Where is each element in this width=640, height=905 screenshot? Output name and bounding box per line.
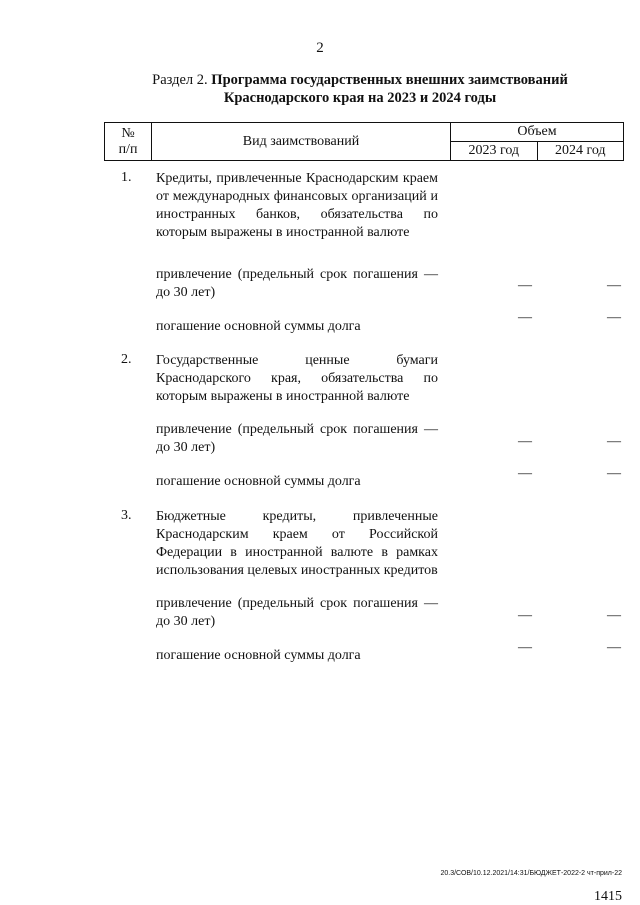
section-title-line1: Программа государственных внешних заимствований [211,72,568,88]
section-title-line2-wrap [120,89,600,107]
col-num-line2: п/п [118,141,138,157]
item-title: Государственные ценные бумаги Краснодарского края, обязательства по которым выражены в иностранной валюте [156,353,438,404]
value-2023: — [518,278,532,293]
item-repayment: погашение основной суммы долга [156,319,361,334]
value-2024: — [607,608,621,623]
value-2024: — [607,434,621,449]
item-attraction: привлечение (предельный срок погашения — до 30 лет) [156,422,438,455]
item-repayment: погашение основной суммы долга [156,648,361,663]
sheet-number: 1415 [594,889,622,904]
section-title [120,71,600,89]
col-2024-header: 2024 год [537,142,624,161]
item-number: 1. [121,170,132,185]
value-2023: — [518,608,532,623]
section-prefix: Раздел 2. [152,72,212,88]
value-2023: — [518,310,532,325]
item-number: 2. [121,352,132,367]
item-number: 3. [121,508,132,523]
value-2023: — [518,640,532,655]
value-2023: — [518,434,532,449]
value-2023: — [518,466,532,481]
item-title: Кредиты, привлеченные Краснодарским краем от международных финансовых организаций и иностранных банков, обязательства по которым выражены в иностранной валюте [156,171,438,240]
value-2024: — [607,310,621,325]
value-2024: — [607,278,621,293]
item-title: Бюджетные кредиты, привлеченные Краснодарским краем от Российской Федерации в иностранной валюте в рамках использования целевых иностранных кредитов [156,509,438,578]
section-title-line2: Краснодарского края на 2023 и 2024 годы [223,90,497,106]
col-num-line1: № [121,125,135,141]
value-2024: — [607,640,621,655]
footer-code: 20.3/СОВ/10.12.2021/14:31/БЮДЖЕТ-2022-2 чт-прил-22 [440,870,622,877]
col-volume-header: Объем [451,123,624,142]
item-repayment: погашение основной суммы долга [156,474,361,489]
col-num-header [105,123,152,161]
item-attraction: привлечение (предельный срок погашения — до 30 лет) [156,267,438,300]
col-2023-header: 2023 год [451,142,538,161]
value-2024: — [607,466,621,481]
col-type-header: Вид заимствований [152,123,451,161]
item-attraction: привлечение (предельный срок погашения — до 30 лет) [156,596,438,629]
table-header [104,122,624,161]
page-number: 2 [316,40,324,56]
